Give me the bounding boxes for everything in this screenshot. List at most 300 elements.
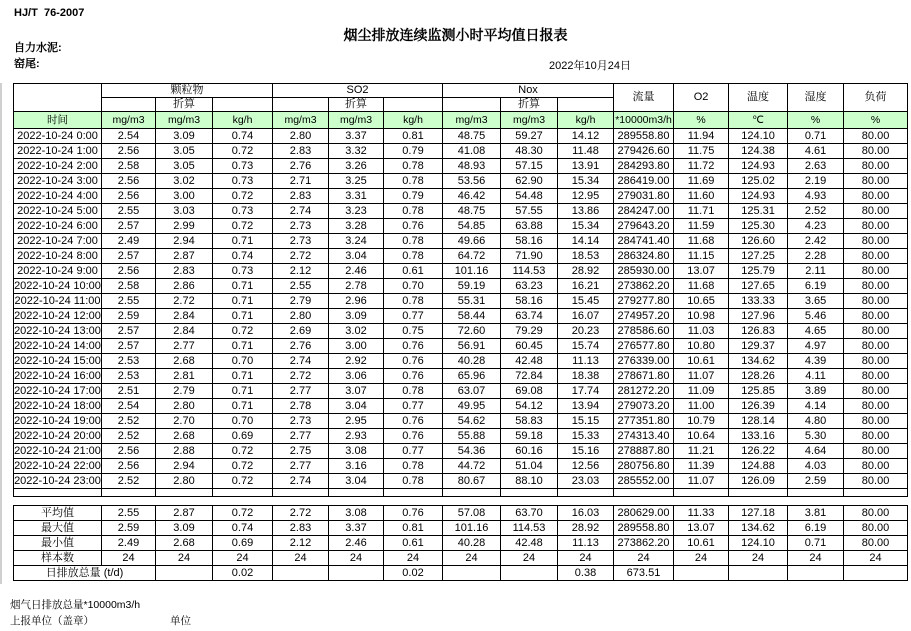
value-cell: 80.00 xyxy=(844,429,908,444)
value-cell: 51.04 xyxy=(501,459,558,474)
table-row xyxy=(14,444,908,459)
value-cell: 285930.00 xyxy=(614,264,674,279)
value-cell: 48.75 xyxy=(443,129,501,144)
value-cell: 3.26 xyxy=(329,159,384,174)
value-cell: 2.70 xyxy=(156,414,213,429)
value-cell: 3.00 xyxy=(156,189,213,204)
value-cell: 11.15 xyxy=(674,249,729,264)
value-cell: 2.80 xyxy=(156,474,213,489)
table-row xyxy=(14,219,908,234)
unit-cell: % xyxy=(844,112,908,129)
time-cell: 2022-10-24 0:00 xyxy=(14,129,102,144)
value-cell: 4.14 xyxy=(788,399,844,414)
value-cell: 274313.40 xyxy=(614,429,674,444)
subheader-converted: 折算 xyxy=(156,98,213,112)
value-cell: 44.72 xyxy=(443,459,501,474)
group-load: 负荷 xyxy=(844,84,908,112)
units-row xyxy=(14,112,908,129)
value-cell: 63.74 xyxy=(501,309,558,324)
empty-cell xyxy=(102,489,156,497)
unit-cell: mg/m3 xyxy=(273,112,329,129)
value-cell: 10.65 xyxy=(674,294,729,309)
value-cell: 279277.80 xyxy=(614,294,674,309)
group-humidity: 湿度 xyxy=(788,84,844,112)
time-cell: 2022-10-24 10:00 xyxy=(14,279,101,292)
summary-row xyxy=(14,551,908,566)
value-cell: 0.70 xyxy=(384,279,443,294)
summary-value-cell: 24 xyxy=(558,551,614,566)
value-cell: 80.00 xyxy=(844,189,908,204)
unit-cell: % xyxy=(788,112,844,129)
value-cell: 3.24 xyxy=(329,234,384,249)
empty-cell xyxy=(501,489,558,497)
value-cell: 2.19 xyxy=(788,174,844,189)
value-cell: 18.53 xyxy=(558,249,614,264)
value-cell: 11.75 xyxy=(674,144,729,159)
summary-value-cell: 2.83 xyxy=(273,521,329,536)
value-cell: 2.55 xyxy=(102,204,156,219)
value-cell: 80.00 xyxy=(844,324,908,339)
group-so2: SO2 xyxy=(273,84,443,98)
empty-row xyxy=(14,489,908,497)
value-cell: 2.49 xyxy=(102,234,156,249)
value-cell: 0.69 xyxy=(213,429,273,444)
summary-value-cell: 2.46 xyxy=(329,536,384,551)
subheader-blank xyxy=(102,98,156,112)
summary-value-cell: 24 xyxy=(213,551,273,566)
value-cell: 2.54 xyxy=(102,399,156,414)
value-cell: 2.77 xyxy=(273,384,329,399)
value-cell: 41.08 xyxy=(443,144,501,159)
value-cell: 79.29 xyxy=(501,324,558,339)
value-cell: 80.00 xyxy=(844,279,908,294)
value-cell: 3.89 xyxy=(788,384,844,399)
value-cell: 129.37 xyxy=(729,339,788,354)
value-cell: 124.10 xyxy=(729,129,788,144)
value-cell: 286324.80 xyxy=(614,249,674,264)
daily-total-cell: 0.02 xyxy=(384,566,443,581)
value-cell: 3.05 xyxy=(156,159,213,174)
value-cell: 2.73 xyxy=(273,414,329,429)
empty-cell xyxy=(558,489,614,497)
table-row xyxy=(14,129,908,144)
empty-cell xyxy=(329,489,384,497)
value-cell: 0.76 xyxy=(384,354,443,369)
value-cell: 0.78 xyxy=(384,159,443,174)
summary-rows xyxy=(14,506,908,581)
time-cell: 2022-10-24 22:00 xyxy=(14,459,101,472)
value-cell: 65.96 xyxy=(443,369,501,384)
value-cell: 4.03 xyxy=(788,459,844,474)
value-cell: 11.69 xyxy=(674,174,729,189)
value-cell: 2.56 xyxy=(102,144,156,159)
value-cell: 0.76 xyxy=(384,219,443,234)
summary-value-cell: 2.55 xyxy=(102,506,156,521)
value-cell: 69.08 xyxy=(501,384,558,399)
summary-label: 最小值 xyxy=(14,536,102,551)
value-cell: 3.05 xyxy=(156,144,213,159)
value-cell: 3.06 xyxy=(329,369,384,384)
summary-value-cell: 10.61 xyxy=(674,536,729,551)
location-label: 窑尾: xyxy=(14,58,40,70)
report-date: 2022年10月24日 xyxy=(549,60,631,72)
value-cell: 63.23 xyxy=(501,279,558,294)
summary-value-cell: 24 xyxy=(102,551,156,566)
value-cell: 0.73 xyxy=(213,264,273,279)
empty-cell xyxy=(156,489,213,497)
group-header-row xyxy=(14,84,908,98)
value-cell: 0.71 xyxy=(213,279,273,294)
value-cell: 125.02 xyxy=(729,174,788,189)
value-cell: 3.02 xyxy=(156,174,213,189)
value-cell: 2.53 xyxy=(102,369,156,384)
value-cell: 125.31 xyxy=(729,204,788,219)
summary-value-cell: 11.13 xyxy=(558,536,614,551)
summary-value-cell: 114.53 xyxy=(501,521,558,536)
value-cell: 80.00 xyxy=(844,309,908,324)
value-cell: 0.72 xyxy=(213,219,273,234)
summary-value-cell: 2.87 xyxy=(156,506,213,521)
summary-value-cell: 0.69 xyxy=(213,536,273,551)
value-cell: 56.91 xyxy=(443,339,501,354)
value-cell: 46.42 xyxy=(443,189,501,204)
time-cell: 2022-10-24 7:00 xyxy=(14,234,102,249)
table-row xyxy=(14,264,908,279)
value-cell: 42.48 xyxy=(501,354,558,369)
value-cell: 62.90 xyxy=(501,174,558,189)
group-temp: 温度 xyxy=(729,84,788,112)
time-cell: 2022-10-24 6:00 xyxy=(14,219,102,234)
value-cell: 80.00 xyxy=(844,459,908,474)
summary-value-cell: 2.49 xyxy=(102,536,156,551)
value-cell: 49.66 xyxy=(443,234,501,249)
value-cell: 71.90 xyxy=(501,249,558,264)
value-cell: 15.34 xyxy=(558,219,614,234)
table-row xyxy=(14,474,908,489)
unit-cell: kg/h xyxy=(213,112,273,129)
summary-value-cell: 280629.00 xyxy=(614,506,674,521)
empty-cell xyxy=(14,489,102,497)
time-header-spacer xyxy=(14,84,102,112)
daily-total-cell: 673.51 xyxy=(614,566,674,581)
value-cell: 2.52 xyxy=(102,474,156,489)
value-cell: 286419.00 xyxy=(614,174,674,189)
value-cell: 124.88 xyxy=(729,459,788,474)
summary-value-cell: 101.16 xyxy=(443,521,501,536)
value-cell: 0.75 xyxy=(384,324,443,339)
summary-value-cell: 0.72 xyxy=(213,506,273,521)
table-row xyxy=(14,339,908,354)
subheader-blank xyxy=(558,98,614,112)
value-cell: 4.11 xyxy=(788,369,844,384)
value-cell: 2.84 xyxy=(156,324,213,339)
value-cell: 57.15 xyxy=(501,159,558,174)
summary-label: 最大值 xyxy=(14,521,102,536)
value-cell: 2.52 xyxy=(788,204,844,219)
summary-value-cell: 57.08 xyxy=(443,506,501,521)
value-cell: 59.18 xyxy=(501,429,558,444)
value-cell: 15.33 xyxy=(558,429,614,444)
value-cell: 11.68 xyxy=(674,279,729,294)
value-cell: 2.58 xyxy=(102,279,156,294)
value-cell: 12.95 xyxy=(558,189,614,204)
value-cell: 80.00 xyxy=(844,369,908,384)
value-cell: 2.72 xyxy=(273,369,329,384)
value-cell: 13.94 xyxy=(558,399,614,414)
value-cell: 2.76 xyxy=(273,159,329,174)
empty-cell xyxy=(443,489,501,497)
value-cell: 125.79 xyxy=(729,264,788,279)
value-cell: 126.22 xyxy=(729,444,788,459)
summary-value-cell: 16.03 xyxy=(558,506,614,521)
value-cell: 11.48 xyxy=(558,144,614,159)
summary-value-cell: 13.07 xyxy=(674,521,729,536)
table-row xyxy=(14,354,908,369)
group-flow: 流量 xyxy=(614,84,674,112)
table-row xyxy=(14,459,908,474)
summary-value-cell: 2.72 xyxy=(273,506,329,521)
value-cell: 3.04 xyxy=(329,399,384,414)
value-cell: 2.59 xyxy=(788,474,844,489)
group-pm: 颗粒物 xyxy=(102,84,273,98)
table-row xyxy=(14,429,908,444)
value-cell: 0.76 xyxy=(384,369,443,384)
summary-value-cell: 24 xyxy=(273,551,329,566)
summary-value-cell: 28.92 xyxy=(558,521,614,536)
value-cell: 0.70 xyxy=(213,354,273,369)
table-row xyxy=(14,399,908,414)
time-cell: 2022-10-24 3:00 xyxy=(14,174,102,189)
value-cell: 58.44 xyxy=(443,309,501,324)
value-cell: 134.62 xyxy=(729,354,788,369)
summary-value-cell: 0.76 xyxy=(384,506,443,521)
time-cell: 2022-10-24 14:00 xyxy=(14,339,101,352)
value-cell: 54.85 xyxy=(443,219,501,234)
value-cell: 2.79 xyxy=(273,294,329,309)
report-unit-label: 上报单位（盖章） xyxy=(10,615,94,627)
value-cell: 2.69 xyxy=(273,324,329,339)
value-cell: 278887.80 xyxy=(614,444,674,459)
value-cell: 80.00 xyxy=(844,144,908,159)
value-cell: 6.19 xyxy=(788,279,844,294)
value-cell: 80.00 xyxy=(844,444,908,459)
value-cell: 53.56 xyxy=(443,174,501,189)
value-cell: 11.03 xyxy=(674,324,729,339)
value-cell: 0.71 xyxy=(213,309,273,324)
value-cell: 12.56 xyxy=(558,459,614,474)
value-cell: 15.34 xyxy=(558,174,614,189)
value-cell: 2.56 xyxy=(102,189,156,204)
value-cell: 2.55 xyxy=(102,294,156,309)
value-cell: 276577.80 xyxy=(614,339,674,354)
value-cell: 4.39 xyxy=(788,354,844,369)
value-cell: 279073.20 xyxy=(614,399,674,414)
value-cell: 10.98 xyxy=(674,309,729,324)
table-row xyxy=(14,384,908,399)
value-cell: 124.93 xyxy=(729,189,788,204)
value-cell: 0.73 xyxy=(213,204,273,219)
value-cell: 2.73 xyxy=(273,219,329,234)
value-cell: 4.65 xyxy=(788,324,844,339)
value-cell: 88.10 xyxy=(501,474,558,489)
summary-value-cell: 0.74 xyxy=(213,521,273,536)
empty-cell xyxy=(213,489,273,497)
value-cell: 126.60 xyxy=(729,234,788,249)
unit-cell: kg/h xyxy=(558,112,614,129)
value-cell: 3.09 xyxy=(156,129,213,144)
table-row xyxy=(14,249,908,264)
value-cell: 2.74 xyxy=(273,204,329,219)
table-row xyxy=(14,189,908,204)
value-cell: 2.84 xyxy=(156,309,213,324)
value-cell: 127.96 xyxy=(729,309,788,324)
value-cell: 3.07 xyxy=(329,384,384,399)
value-cell: 2.57 xyxy=(102,324,156,339)
value-cell: 80.00 xyxy=(844,159,908,174)
value-cell: 2.73 xyxy=(273,234,329,249)
value-cell: 124.93 xyxy=(729,159,788,174)
report-title: 烟尘排放连续监测小时平均值日报表 xyxy=(343,27,568,43)
summary-value-cell: 24 xyxy=(614,551,674,566)
daily-total-cell xyxy=(273,566,329,581)
unit-cell: mg/m3 xyxy=(501,112,558,129)
empty-cell xyxy=(844,489,908,497)
value-cell: 0.73 xyxy=(213,159,273,174)
value-cell: 126.09 xyxy=(729,474,788,489)
value-cell: 2.56 xyxy=(102,444,156,459)
value-cell: 80.00 xyxy=(844,219,908,234)
value-cell: 125.30 xyxy=(729,219,788,234)
time-cell: 2022-10-24 20:00 xyxy=(14,429,101,442)
value-cell: 55.31 xyxy=(443,294,501,309)
table-row xyxy=(14,234,908,249)
value-cell: 0.76 xyxy=(384,414,443,429)
value-cell: 127.65 xyxy=(729,279,788,294)
value-cell: 48.93 xyxy=(443,159,501,174)
value-cell: 284247.00 xyxy=(614,204,674,219)
time-cell: 2022-10-24 9:00 xyxy=(14,264,102,279)
summary-value-cell: 127.18 xyxy=(729,506,788,521)
daily-total-cell xyxy=(443,566,501,581)
value-cell: 0.78 xyxy=(384,204,443,219)
value-cell: 2.55 xyxy=(273,279,329,294)
page-left-edge xyxy=(0,83,2,584)
value-cell: 54.36 xyxy=(443,444,501,459)
value-cell: 80.00 xyxy=(844,339,908,354)
unit-cell: mg/m3 xyxy=(156,112,213,129)
value-cell: 2.77 xyxy=(156,339,213,354)
monitoring-table xyxy=(13,83,908,497)
summary-value-cell: 24 xyxy=(674,551,729,566)
value-cell: 0.77 xyxy=(384,309,443,324)
value-cell: 80.00 xyxy=(844,399,908,414)
summary-value-cell: 63.70 xyxy=(501,506,558,521)
value-cell: 15.15 xyxy=(558,414,614,429)
value-cell: 2.57 xyxy=(102,249,156,264)
value-cell: 279031.80 xyxy=(614,189,674,204)
value-cell: 11.60 xyxy=(674,189,729,204)
value-cell: 2.56 xyxy=(102,174,156,189)
value-cell: 10.79 xyxy=(674,414,729,429)
value-cell: 274957.20 xyxy=(614,309,674,324)
value-cell: 2.57 xyxy=(102,339,156,354)
daily-total-cell xyxy=(788,566,844,581)
value-cell: 28.92 xyxy=(558,264,614,279)
unit-label: 单位 xyxy=(170,615,191,627)
summary-value-cell: 6.19 xyxy=(788,521,844,536)
unit-cell: ℃ xyxy=(729,112,788,129)
time-cell: 2022-10-24 11:00 xyxy=(14,294,101,307)
value-cell: 11.07 xyxy=(674,474,729,489)
value-cell: 133.16 xyxy=(729,429,788,444)
daily-total-label: 日排放总量 (t/d) xyxy=(14,566,156,581)
summary-value-cell: 80.00 xyxy=(844,521,908,536)
group-o2: O2 xyxy=(674,84,729,112)
value-cell: 11.94 xyxy=(674,129,729,144)
summary-value-cell: 24 xyxy=(384,551,443,566)
value-cell: 2.80 xyxy=(273,129,329,144)
value-cell: 3.16 xyxy=(329,459,384,474)
unit-cell: mg/m3 xyxy=(102,112,156,129)
table-row xyxy=(14,294,908,309)
value-cell: 2.77 xyxy=(273,429,329,444)
value-cell: 0.71 xyxy=(213,369,273,384)
value-cell: 80.00 xyxy=(844,234,908,249)
value-cell: 0.71 xyxy=(788,129,844,144)
value-cell: 0.73 xyxy=(213,174,273,189)
value-cell: 4.93 xyxy=(788,189,844,204)
value-cell: 3.28 xyxy=(329,219,384,234)
value-cell: 3.08 xyxy=(329,444,384,459)
value-cell: 2.96 xyxy=(329,294,384,309)
subheader-blank xyxy=(384,98,443,112)
value-cell: 11.68 xyxy=(674,234,729,249)
value-cell: 284293.80 xyxy=(614,159,674,174)
value-cell: 280756.80 xyxy=(614,459,674,474)
value-cell: 2.52 xyxy=(102,429,156,444)
value-cell: 281272.20 xyxy=(614,384,674,399)
value-cell: 80.00 xyxy=(844,414,908,429)
value-cell: 2.42 xyxy=(788,234,844,249)
summary-value-cell: 3.37 xyxy=(329,521,384,536)
value-cell: 2.56 xyxy=(102,459,156,474)
table-row xyxy=(14,279,908,294)
time-cell: 2022-10-24 21:00 xyxy=(14,444,101,457)
value-cell: 60.45 xyxy=(501,339,558,354)
value-cell: 2.59 xyxy=(102,309,156,324)
value-cell: 2.28 xyxy=(788,249,844,264)
value-cell: 128.26 xyxy=(729,369,788,384)
value-cell: 0.71 xyxy=(213,339,273,354)
value-cell: 11.07 xyxy=(674,369,729,384)
value-cell: 2.12 xyxy=(273,264,329,279)
value-cell: 14.12 xyxy=(558,129,614,144)
table-row xyxy=(14,204,908,219)
unit-cell: mg/m3 xyxy=(443,112,501,129)
value-cell: 80.00 xyxy=(844,354,908,369)
value-cell: 273862.20 xyxy=(614,279,674,294)
time-cell: 2022-10-24 12:00 xyxy=(14,309,101,322)
value-cell: 2.46 xyxy=(329,264,384,279)
value-cell: 10.80 xyxy=(674,339,729,354)
empty-cell xyxy=(788,489,844,497)
value-cell: 3.09 xyxy=(329,309,384,324)
value-cell: 2.78 xyxy=(273,399,329,414)
summary-value-cell: 3.08 xyxy=(329,506,384,521)
value-cell: 16.21 xyxy=(558,279,614,294)
value-cell: 0.71 xyxy=(213,234,273,249)
value-cell: 54.12 xyxy=(501,399,558,414)
